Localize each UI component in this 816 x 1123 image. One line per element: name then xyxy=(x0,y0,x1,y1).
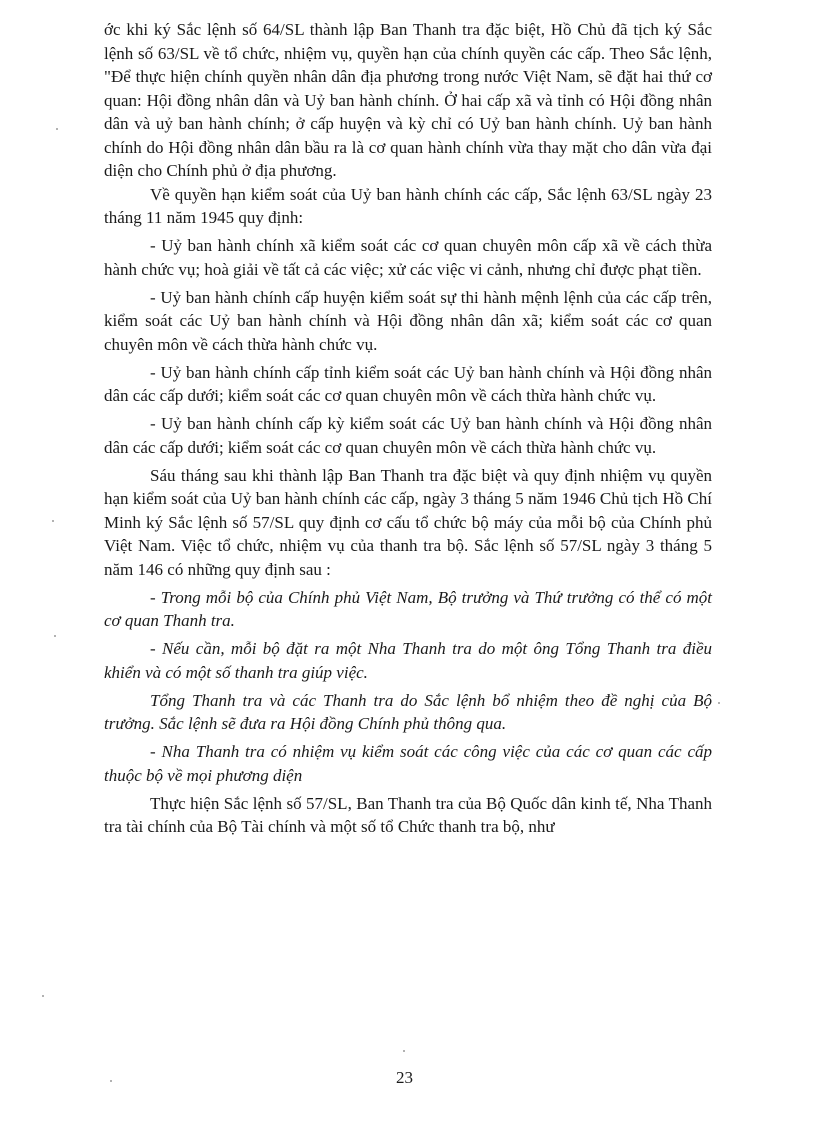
list-item-region: - Uỷ ban hành chính cấp kỳ kiểm soát các Uỷ ban hành chính và Hội đồng nhân dân các cấp dưới; kiểm soát các cơ quan chuyên môn về cách thừa hành chức vụ. xyxy=(104,414,712,457)
paragraph-intro: ớc khi ký Sắc lệnh số 64/SL thành lập Ban Thanh tra đặc biệt, Hồ Chủ đã tịch ký Sắc lệnh số 63/SL về tổ chức, nhiệm vụ, quyền hạn của chính quyền các cấp. Theo Sắc lệnh, "Để thực hiện chính quyền nhân dân địa phương trong nước Việt Nam, sẽ đặt hai thứ cơ quan: Hội đồng nhân dân và Uỷ ban hành chính. Ở hai cấp xã và tỉnh có Hội đồng nhân dân và uỷ ban hành chính; ở cấp huyện và kỳ chỉ có Uỷ ban hành chính. Uỷ ban hành chính do Hội đồng nhân dân bầu ra là cơ quan hành chính vừa thay mặt cho dân vừa đại diện cho Chính phủ ở địa phương. xyxy=(104,20,712,180)
list-item-inspection-office: - Nếu cần, mỗi bộ đặt ra một Nha Thanh tra do một ông Tổng Thanh tra điều khiển và có một số thanh tra giúp việc. xyxy=(104,639,712,682)
paragraph-implementation: Thực hiện Sắc lệnh số 57/SL, Ban Thanh tra của Bộ Quốc dân kinh tế, Nha Thanh tra tài chính của Bộ Tài chính và một số tổ Chức thanh tra bộ, như xyxy=(104,793,712,836)
scan-speck xyxy=(110,1080,112,1082)
scan-speck xyxy=(52,520,54,522)
paragraph-decree-57: Sáu tháng sau khi thành lập Ban Thanh tra đặc biệt và quy định nhiệm vụ quyền hạn kiểm soát của Uỷ ban hành chính các cấp, ngày 3 tháng 5 năm 1946 Chủ tịch Hồ Chí Minh ký Sắc lệnh số 57/SL quy định cơ cấu tổ chức bộ máy của mỗi bộ của Chính phủ Việt Nam. Việc tổ chức, nhiệm vụ của thanh tra bộ. Sắc lệnh số 57/SL ngày 3 tháng 5 năm 146 có những quy định sau : xyxy=(104,465,712,579)
document-page xyxy=(104,18,712,843)
scan-speck xyxy=(54,635,56,637)
page-number: 23 xyxy=(396,1068,413,1087)
scan-speck xyxy=(403,1050,405,1052)
list-item-province: - Uỷ ban hành chính cấp tỉnh kiểm soát các Uỷ ban hành chính và Hội đồng nhân dân các cấp dưới; kiểm soát các cơ quan chuyên môn về cách thừa hành chức vụ. xyxy=(104,362,712,405)
scan-speck xyxy=(56,128,58,130)
scan-speck xyxy=(718,702,720,704)
list-item-district: - Uỷ ban hành chính cấp huyện kiểm soát sự thi hành mệnh lệnh của các cấp trên, kiểm soát các Uỷ ban hành chính và Hội đồng nhân dân xã; kiểm soát các cơ quan chuyên môn về cách thừa hành chức vụ. xyxy=(104,287,712,354)
list-item-appointment: Tổng Thanh tra và các Thanh tra do Sắc lệnh bổ nhiệm theo đề nghị của Bộ trưởng. Sắc lệnh sẽ đưa ra Hội đồng Chính phủ thông qua. xyxy=(104,690,712,733)
list-item-commune: - Uỷ ban hành chính xã kiểm soát các cơ quan chuyên môn cấp xã về cách thừa hành chức vụ; hoà giải về tất cả các việc; xử các việc vi cảnh, nhưng chỉ được phạt tiền. xyxy=(104,236,712,279)
list-item-duties: - Nha Thanh tra có nhiệm vụ kiểm soát các công việc của các cơ quan các cấp thuộc bộ về mọi phương diện xyxy=(104,742,712,785)
list-item-inspection-body: - Trong mỗi bộ của Chính phủ Việt Nam, Bộ trưởng và Thứ trưởng có thể có một cơ quan Thanh tra. xyxy=(104,587,712,630)
paragraph-control-powers: Về quyền hạn kiểm soát của Uỷ ban hành chính các cấp, Sắc lệnh 63/SL ngày 23 tháng 11 năm 1945 quy định: xyxy=(104,184,712,227)
scan-speck xyxy=(42,995,44,997)
